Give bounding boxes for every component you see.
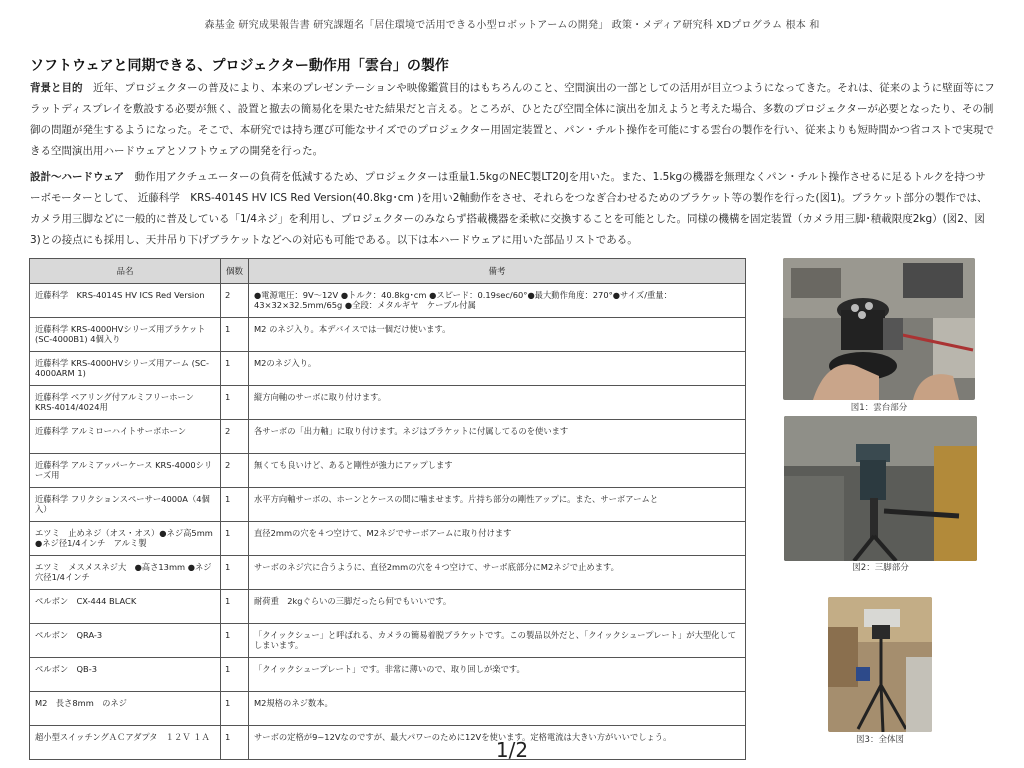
part-notes-cell: サーボの定格が9~12Vなのですが、最大パワーのために12Vを使います。定格電流は大きい方がいいでしょう。 — [249, 726, 746, 760]
section-heading-background: 背景と目的 — [30, 82, 83, 94]
part-quantity-cell: 1 — [221, 556, 249, 590]
part-name-cell: エツミ メスメスネジ大 ●高さ13mm ●ネジ穴径1/4インチ — [30, 556, 221, 590]
column-header-quantity: 個数 — [221, 259, 249, 284]
page-number: 1/2 — [495, 738, 529, 762]
part-name-cell: ベルボン QRA-3 — [30, 624, 221, 658]
part-quantity-cell: 1 — [221, 318, 249, 352]
table-header-row — [30, 259, 746, 284]
part-name-cell: ベルボン CX-444 BLACK — [30, 590, 221, 624]
figure-1-photo — [783, 258, 975, 400]
part-quantity-cell: 1 — [221, 352, 249, 386]
full-setup-image — [828, 597, 932, 732]
part-name-cell: 近藤科学 アルミアッパーケース KRS-4000シリーズ用 — [30, 454, 221, 488]
pan-tilt-head-image — [783, 258, 975, 400]
part-quantity-cell: 1 — [221, 522, 249, 556]
part-name-cell: 近藤科学 KRS-4014S HV ICS Red Version — [30, 284, 221, 318]
part-quantity-cell: 2 — [221, 454, 249, 488]
report-header: 森基金 研究成果報告書 研究課題名「居住環境で活用できる小型ロボットアームの開発」 政策・メディア研究科 XDプログラム 根本 和 — [204, 20, 820, 31]
table-row — [30, 454, 746, 488]
table-row — [30, 284, 746, 318]
part-quantity-cell: 1 — [221, 624, 249, 658]
part-name-cell: M2 長さ8mm のネジ — [30, 692, 221, 726]
parts-table — [29, 258, 746, 760]
part-name-cell: 近藤科学 アルミローハイトサーボホーン — [30, 420, 221, 454]
section-background — [30, 78, 995, 162]
table-row — [30, 488, 746, 522]
page-title: ソフトウェアと同期できる、プロジェクター動作用「雲台」の製作 — [30, 58, 449, 74]
part-quantity-cell: 1 — [221, 590, 249, 624]
part-notes-cell: 直径2mmの穴を４つ空けて、M2ネジでサーボアームに取り付けます — [249, 522, 746, 556]
table-row — [30, 692, 746, 726]
part-name-cell: 近藤科学 KRS-4000HVシリーズ用アーム (SC-4000ARM 1) — [30, 352, 221, 386]
part-quantity-cell: 2 — [221, 284, 249, 318]
section-heading-design: 設計～ハードウェア — [30, 171, 125, 183]
table-row — [30, 658, 746, 692]
part-notes-cell: M2のネジ入り。 — [249, 352, 746, 386]
figure-3-photo — [828, 597, 932, 732]
part-notes-cell: サーボのネジ穴に合うように、直径2mmの穴を４つ空けて、サーボ底部分にM2ネジで止めます。 — [249, 556, 746, 590]
part-notes-cell: 縦方向軸のサーボに取り付けます。 — [249, 386, 746, 420]
column-header-name: 品名 — [30, 259, 221, 284]
table-row — [30, 522, 746, 556]
part-quantity-cell: 1 — [221, 692, 249, 726]
part-notes-cell: 水平方向軸サーボの、ホーンとケースの間に噛ませます。片持ち部分の剛性アップに。また、サーボアームと — [249, 488, 746, 522]
part-quantity-cell: 1 — [221, 726, 249, 760]
table-row — [30, 420, 746, 454]
section-body-background: 近年、プロジェクターの普及により、本来のプレゼンテーションや映像鑑賞目的はもちろんのこと、空間演出の一部としての活用が目立つようになってきた。それは、従来のように壁面等にフラットディスプレイを敷設する必要が無く、設置と撤去の簡易化を果たせた結果だと言える。ところが、ひとたび空間全体に演出を加えようと考えた場合、多数のプロジェクターが必要となったり、その制御の問題が発生するようになった。そこで、本研究では持ち運び可能なサイズでのプロジェクター用固定装置と、パン・チルト操作を可能にする雲台の製作を行い、従来よりも短時間かつ省コストで実現できる空間演出用ハードウェアとソフトウェアの開発を行った。 — [30, 82, 995, 157]
part-name-cell: ベルボン QB-3 — [30, 658, 221, 692]
table-row — [30, 624, 746, 658]
part-quantity-cell: 1 — [221, 488, 249, 522]
table-row — [30, 590, 746, 624]
part-notes-cell: 「クイックシュープレート」です。非常に薄いので、取り回しが楽です。 — [249, 658, 746, 692]
part-quantity-cell: 1 — [221, 386, 249, 420]
part-notes-cell: M2 のネジ入り。本デバイスでは一個だけ使います。 — [249, 318, 746, 352]
part-notes-cell: 「クイックシュー」と呼ばれる、カメラの簡易着脱ブラケットです。この製品以外だと、「クイックシュープレート」が大型化してしまいます。 — [249, 624, 746, 658]
table-row — [30, 352, 746, 386]
part-name-cell: 近藤科学 フリクションスペーサー4000A（4個入） — [30, 488, 221, 522]
figure-1-caption: 図1：雲台部分 — [850, 403, 908, 413]
column-header-notes: 備考 — [249, 259, 746, 284]
part-name-cell: 超小型スイッチングＡＣアダプタ １２Ｖ １Ａ — [30, 726, 221, 760]
part-name-cell: 近藤科学 KRS-4000HVシリーズ用ブラケット(SC-4000B1) 4個入り — [30, 318, 221, 352]
figure-2-photo — [784, 416, 977, 561]
table-row — [30, 318, 746, 352]
part-name-cell: エツミ 止めネジ（オス・オス）●ネジ高5mm ●ネジ径1/4インチ アルミ製 — [30, 522, 221, 556]
part-notes-cell: ●電源電圧：9V～12V ●トルク：40.8kg･cm ●スピード：0.19sec/60°●最大動作角度：270°●サイズ/重量：43×32×32.5mm/65g ●全段：メタルギヤ ケーブル付属 — [249, 284, 746, 318]
part-quantity-cell: 1 — [221, 658, 249, 692]
figure-2-caption: 図2：三脚部分 — [852, 563, 909, 573]
table-row — [30, 386, 746, 420]
tripod-image — [784, 416, 977, 561]
part-notes-cell: 各サーボの「出力軸」に取り付けます。ネジはブラケットに付属してるのを使います — [249, 420, 746, 454]
figure-3-caption: 図3：全体図 — [856, 735, 904, 745]
section-body-design: 動作用アクチュエーターの負荷を低減するため、プロジェクターは重量1.5kgのNEC製LT20Jを用いた。また、1.5kgの機器を無理なくパン・チルト操作させるに足るトルクを持つサーボモーターとして、 近藤科学 KRS-4014S HV ICS Red Version(40.8kg･cm )を用い2軸動作をさせ、それらをつなぎ合わせるためのブラケット等の製作を行った(図1)。ブラケット部分の製作では、カメラ用三脚などに一般的に普及している「1/4ネジ」を利用し、プロジェクターのみならず搭載機器を柔軟に交換することを可能とした。同様の機構を固定装置（カメラ用三脚･積載限度2kg）(図2、図3)との接点にも採用し、天井吊り下げブラケットなどへの対応も可能である。以下は本ハードウェアに用いた部品リストである。 — [30, 171, 988, 246]
part-name-cell: 近藤科学 ベアリング付アルミフリーホーン KRS-4014/4024用 — [30, 386, 221, 420]
part-notes-cell: 無くても良いけど、あると剛性が強力にアップします — [249, 454, 746, 488]
part-notes-cell: M2規格のネジ数本。 — [249, 692, 746, 726]
part-quantity-cell: 2 — [221, 420, 249, 454]
part-notes-cell: 耐荷重 2kgぐらいの三脚だったら何でもいいです。 — [249, 590, 746, 624]
table-row — [30, 556, 746, 590]
section-design — [30, 167, 995, 251]
